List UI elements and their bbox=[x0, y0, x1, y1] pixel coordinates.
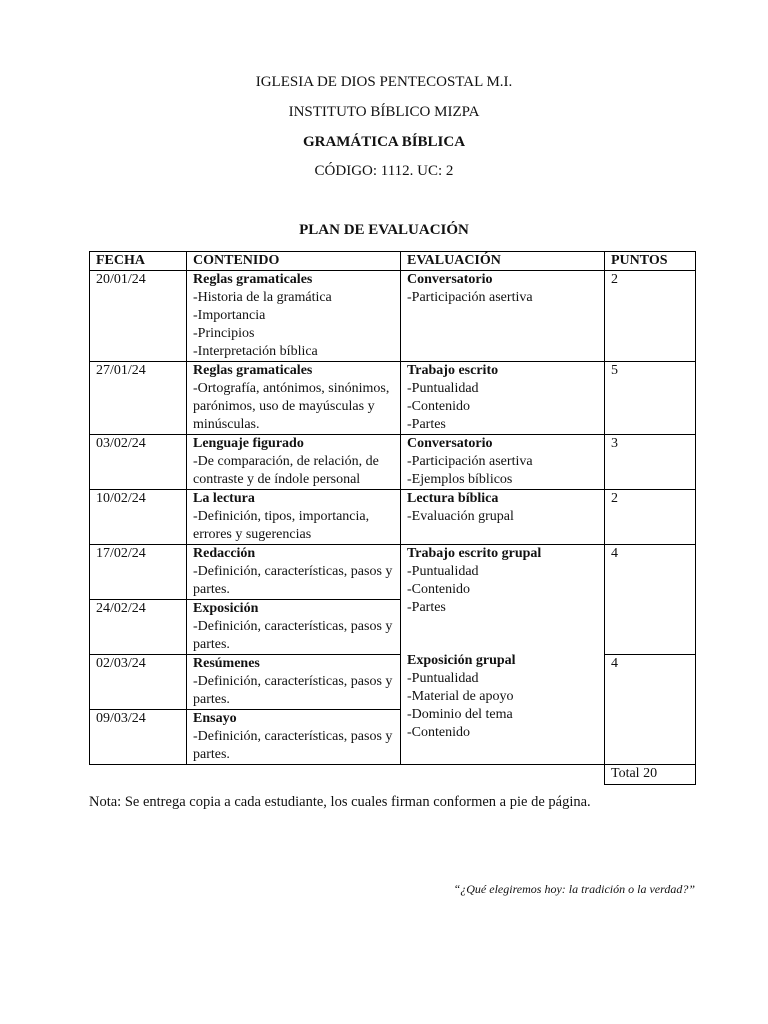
table-row bbox=[90, 271, 696, 362]
evaluation-line: -Ejemplos bíblicos bbox=[407, 472, 513, 487]
content-cell bbox=[187, 362, 401, 435]
closing-quote: “¿Qué elegiremos hoy: la tradición o la verdad?” bbox=[453, 882, 695, 896]
total-points: Total 20 bbox=[605, 765, 696, 785]
evaluation-title: Exposición grupal bbox=[407, 653, 516, 668]
content-cell bbox=[187, 435, 401, 490]
course-title: GRAMÁTICA BÍBLICA bbox=[302, 134, 466, 150]
content-title: La lectura bbox=[193, 491, 255, 506]
date-cell: 09/03/24 bbox=[90, 710, 187, 765]
evaluation-line: -Partes bbox=[407, 417, 446, 432]
date-cell: 02/03/24 bbox=[90, 655, 187, 710]
content-line: -Importancia bbox=[193, 308, 266, 323]
points-cell: 4 bbox=[605, 655, 696, 765]
evaluation-line: -Participación asertiva bbox=[407, 454, 533, 469]
evaluation-line: -Contenido bbox=[407, 725, 470, 740]
evaluation-line: -Contenido bbox=[407, 582, 470, 597]
content-title: Exposición bbox=[193, 601, 259, 616]
content-cell bbox=[187, 655, 401, 710]
evaluation-line: -Evaluación grupal bbox=[407, 509, 514, 524]
date-cell: 20/01/24 bbox=[90, 271, 187, 362]
evaluation-line: -Puntualidad bbox=[407, 564, 479, 579]
content-title: Reglas gramaticales bbox=[193, 272, 313, 287]
column-header-puntos: PUNTOS bbox=[605, 252, 696, 271]
column-header-contenido: CONTENIDO bbox=[187, 252, 401, 271]
institute-name: INSTITUTO BÍBLICO MIZPA bbox=[288, 104, 480, 120]
evaluation-line: -Contenido bbox=[407, 399, 470, 414]
evaluation-title: Conversatorio bbox=[407, 272, 493, 287]
table-row bbox=[90, 435, 696, 490]
date-cell: 27/01/24 bbox=[90, 362, 187, 435]
evaluation-line: -Participación asertiva bbox=[407, 290, 533, 305]
table-row bbox=[90, 545, 696, 600]
content-title: Redacción bbox=[193, 546, 256, 561]
table-row bbox=[90, 362, 696, 435]
date-cell: 17/02/24 bbox=[90, 545, 187, 600]
table-header-row bbox=[90, 252, 696, 271]
evaluation-line: -Puntualidad bbox=[407, 671, 479, 686]
course-code: CÓDIGO: 1112. UC: 2 bbox=[314, 163, 454, 179]
table-row bbox=[90, 655, 696, 710]
content-line: -Definición, características, pasos y partes. bbox=[193, 564, 393, 597]
content-title: Ensayo bbox=[193, 711, 237, 726]
content-line: -Definición, tipos, importancia, errores y sugerencias bbox=[193, 509, 370, 542]
evaluation-title: Lectura bíblica bbox=[407, 491, 499, 506]
evaluation-line: -Dominio del tema bbox=[407, 707, 513, 722]
content-line: -Interpretación bíblica bbox=[193, 344, 318, 359]
content-line: -Definición, características, pasos y partes. bbox=[193, 674, 393, 707]
content-cell bbox=[187, 545, 401, 600]
points-cell: 2 bbox=[605, 490, 696, 545]
group-evaluation-cell bbox=[401, 545, 605, 765]
content-cell bbox=[187, 490, 401, 545]
evaluation-table bbox=[89, 251, 696, 785]
content-cell bbox=[187, 600, 401, 655]
total-row bbox=[90, 765, 696, 785]
evaluation-title: Conversatorio bbox=[407, 436, 493, 451]
evaluation-line: -Partes bbox=[407, 600, 446, 615]
evaluation-cell bbox=[401, 271, 605, 362]
points-cell: 2 bbox=[605, 271, 696, 362]
evaluation-line: -Material de apoyo bbox=[407, 689, 514, 704]
content-title: Reglas gramaticales bbox=[193, 363, 313, 378]
content-title: Lenguaje figurado bbox=[193, 436, 304, 451]
evaluation-cell bbox=[401, 490, 605, 545]
content-line: -Historia de la gramática bbox=[193, 290, 332, 305]
church-name: IGLESIA DE DIOS PENTECOSTAL M.I. bbox=[255, 74, 513, 90]
evaluation-cell bbox=[401, 362, 605, 435]
evaluation-title: Trabajo escrito bbox=[407, 363, 499, 378]
evaluation-cell bbox=[401, 435, 605, 490]
footnote: Nota: Se entrega copia a cada estudiante, los cuales firman conformen a pie de página. bbox=[89, 794, 591, 810]
content-cell bbox=[187, 271, 401, 362]
column-header-fecha: FECHA bbox=[90, 252, 187, 271]
points-cell: 5 bbox=[605, 362, 696, 435]
date-cell: 24/02/24 bbox=[90, 600, 187, 655]
date-cell: 03/02/24 bbox=[90, 435, 187, 490]
content-line: -Definición, características, pasos y partes. bbox=[193, 619, 393, 652]
content-line: -De comparación, de relación, de contraste y de índole personal bbox=[193, 454, 379, 487]
content-line: -Definición, características, pasos y partes. bbox=[193, 729, 393, 762]
date-cell: 10/02/24 bbox=[90, 490, 187, 545]
content-title: Resúmenes bbox=[193, 656, 260, 671]
content-line: -Principios bbox=[193, 326, 255, 341]
points-cell: 3 bbox=[605, 435, 696, 490]
evaluation-title: Trabajo escrito grupal bbox=[407, 546, 542, 561]
points-cell: 4 bbox=[605, 545, 696, 655]
evaluation-line: -Puntualidad bbox=[407, 381, 479, 396]
content-cell bbox=[187, 710, 401, 765]
content-line: -Ortografía, antónimos, sinónimos, parónimos, uso de mayúsculas y minúsculas. bbox=[193, 381, 390, 432]
plan-title: PLAN DE EVALUACIÓN bbox=[299, 222, 469, 238]
table-row bbox=[90, 490, 696, 545]
column-header-evaluacion: EVALUACIÓN bbox=[401, 252, 605, 271]
